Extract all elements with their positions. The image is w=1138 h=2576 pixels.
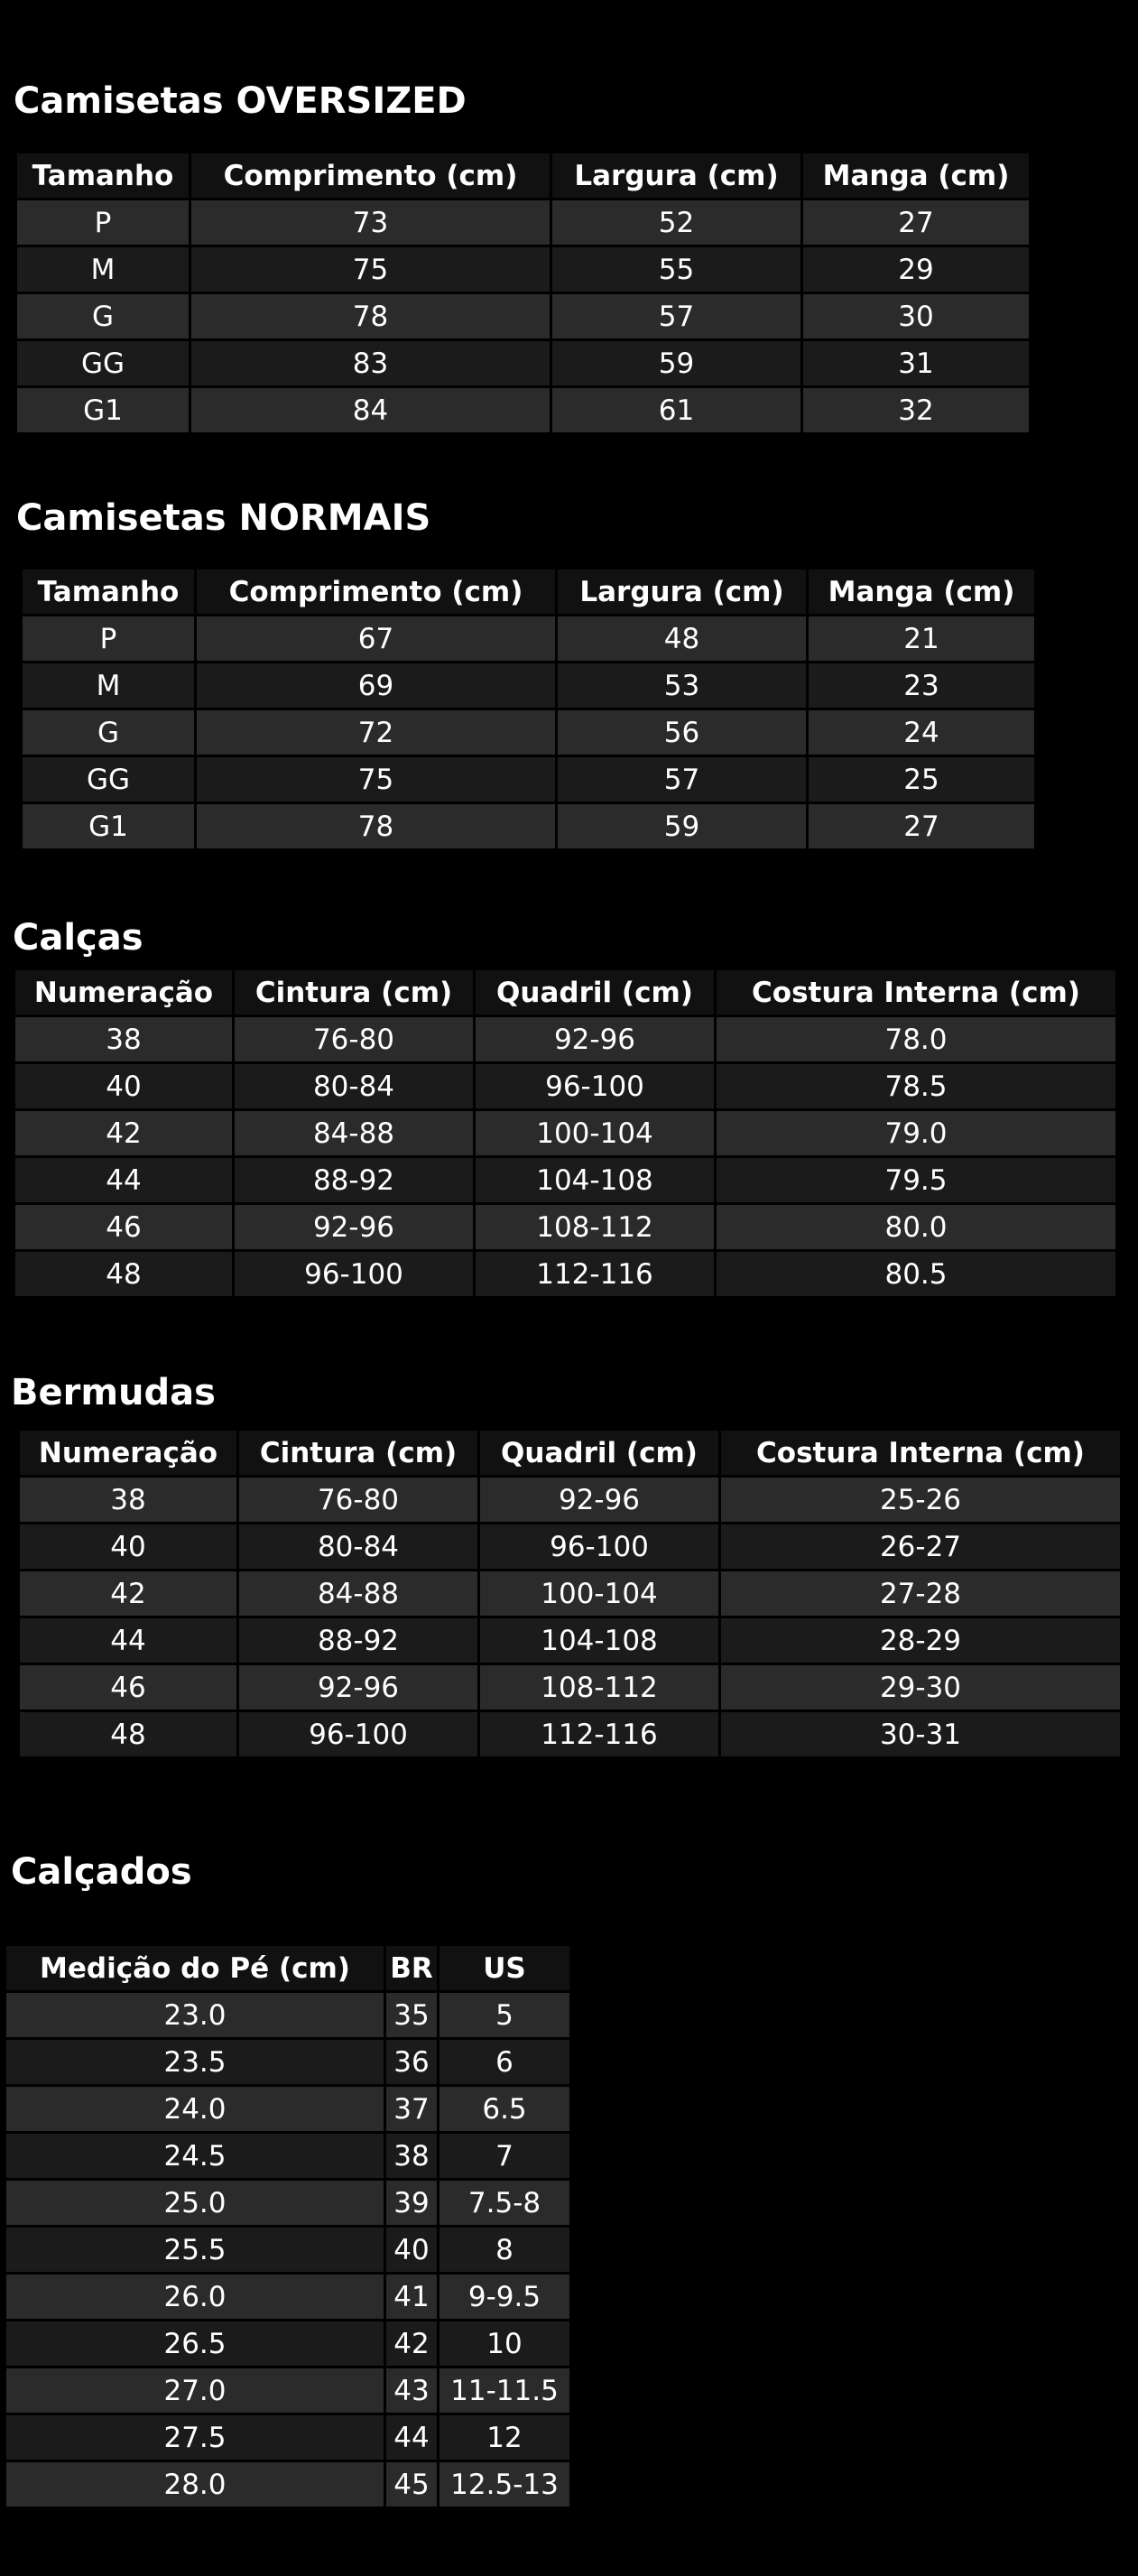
table-cell: 52 xyxy=(552,200,800,245)
table-cell: 31 xyxy=(803,341,1029,385)
table-cell: 96-100 xyxy=(235,1252,473,1296)
table-cell: 84-88 xyxy=(239,1571,477,1616)
table-row xyxy=(6,2415,569,2460)
table-cell: 80.5 xyxy=(717,1252,1115,1296)
table-cell: 79.0 xyxy=(717,1111,1115,1155)
table-cell: 112-116 xyxy=(480,1712,718,1756)
table-cell: 27.5 xyxy=(6,2415,384,2460)
table-row xyxy=(15,1111,1115,1155)
table-cell: 76-80 xyxy=(239,1478,477,1522)
table-header-row xyxy=(6,1946,569,1990)
oversized-section xyxy=(14,79,467,123)
table-cell: 88-92 xyxy=(235,1158,473,1202)
table-row xyxy=(20,1665,1120,1710)
table-cell: 84 xyxy=(191,388,550,432)
table-cell: 112-116 xyxy=(476,1252,714,1296)
section-title: Camisetas NORMAIS xyxy=(16,497,431,539)
table-cell: 25.0 xyxy=(6,2181,384,2225)
table-cell: 30-31 xyxy=(721,1712,1120,1756)
table-cell: GG xyxy=(17,341,189,385)
table-cell: 11-11.5 xyxy=(439,2368,569,2413)
table-cell: 27 xyxy=(803,200,1029,245)
table-cell: 40 xyxy=(20,1524,236,1569)
table-cell: 104-108 xyxy=(480,1618,718,1663)
table-cell: 23 xyxy=(809,663,1034,708)
table-cell: 59 xyxy=(552,341,800,385)
table-row xyxy=(6,2181,569,2225)
table-cell: 40 xyxy=(386,2228,437,2272)
table-cell: 28.0 xyxy=(6,2462,384,2507)
table-header-row xyxy=(20,1431,1120,1475)
table-row xyxy=(6,2087,569,2131)
section-title: Camisetas OVERSIZED xyxy=(14,80,467,122)
table-cell: 55 xyxy=(552,247,800,292)
table-cell: G1 xyxy=(17,388,189,432)
normais-size-table xyxy=(20,567,1037,851)
column-header: Cintura (cm) xyxy=(239,1431,477,1475)
column-header: Costura Interna (cm) xyxy=(721,1431,1120,1475)
table-row xyxy=(6,2275,569,2319)
table-cell: 26.5 xyxy=(6,2321,384,2366)
table-row xyxy=(6,2134,569,2178)
table-row xyxy=(20,1478,1120,1522)
table-cell: 24.5 xyxy=(6,2134,384,2178)
table-cell: 42 xyxy=(15,1111,232,1155)
table-row xyxy=(20,1571,1120,1616)
table-row xyxy=(20,1618,1120,1663)
table-row xyxy=(23,663,1034,708)
table-row xyxy=(6,2321,569,2366)
column-header: Largura (cm) xyxy=(552,153,800,198)
table-cell: 78 xyxy=(191,294,550,338)
column-header: Largura (cm) xyxy=(558,570,806,614)
table-cell: 53 xyxy=(558,663,806,708)
table-cell: 92-96 xyxy=(239,1665,477,1710)
section-title: Bermudas xyxy=(11,1372,216,1413)
table-cell: 79.5 xyxy=(717,1158,1115,1202)
table-row xyxy=(20,1712,1120,1756)
table-cell: 24 xyxy=(809,710,1034,755)
column-header: Numeração xyxy=(20,1431,236,1475)
table-cell: 23.0 xyxy=(6,1993,384,2037)
table-cell: 96-100 xyxy=(476,1064,714,1108)
table-cell: 61 xyxy=(552,388,800,432)
table-cell: 26-27 xyxy=(721,1524,1120,1569)
table-cell: 23.5 xyxy=(6,2040,384,2084)
table-row xyxy=(15,1205,1115,1249)
table-cell: 32 xyxy=(803,388,1029,432)
table-cell: 25 xyxy=(809,757,1034,802)
table-cell: 80.0 xyxy=(717,1205,1115,1249)
table-cell: 56 xyxy=(558,710,806,755)
oversized-size-table xyxy=(14,151,1032,435)
table-cell: 100-104 xyxy=(480,1571,718,1616)
table-cell: 104-108 xyxy=(476,1158,714,1202)
normais-section xyxy=(16,496,430,540)
table-cell: 100-104 xyxy=(476,1111,714,1155)
table-cell: 83 xyxy=(191,341,550,385)
table-cell: G xyxy=(23,710,194,755)
bermudas-size-table xyxy=(17,1428,1123,1759)
table-cell: 28-29 xyxy=(721,1618,1120,1663)
table-row xyxy=(17,341,1029,385)
table-cell: 78.5 xyxy=(717,1064,1115,1108)
table-cell: 35 xyxy=(386,1993,437,2037)
table-cell: 44 xyxy=(20,1618,236,1663)
table-cell: 46 xyxy=(15,1205,232,1249)
table-cell: 48 xyxy=(20,1712,236,1756)
table-cell: 40 xyxy=(15,1064,232,1108)
table-cell: 92-96 xyxy=(235,1205,473,1249)
table-cell: 92-96 xyxy=(480,1478,718,1522)
table-cell: 12.5-13 xyxy=(439,2462,569,2507)
table-cell: 6.5 xyxy=(439,2087,569,2131)
column-header: Tamanho xyxy=(17,153,189,198)
table-cell: 78 xyxy=(197,804,555,848)
table-row xyxy=(6,1993,569,2037)
column-header: Quadril (cm) xyxy=(480,1431,718,1475)
table-cell: P xyxy=(17,200,189,245)
table-row xyxy=(17,200,1029,245)
table-cell: 57 xyxy=(552,294,800,338)
calcas-section xyxy=(13,916,143,959)
table-cell: 78.0 xyxy=(717,1017,1115,1061)
table-cell: M xyxy=(23,663,194,708)
table-cell: 24.0 xyxy=(6,2087,384,2131)
table-cell: 80-84 xyxy=(239,1524,477,1569)
table-cell: 76-80 xyxy=(235,1017,473,1061)
table-cell: 67 xyxy=(197,616,555,661)
table-cell: 26.0 xyxy=(6,2275,384,2319)
column-header: Tamanho xyxy=(23,570,194,614)
calcados-size-table xyxy=(4,1943,572,2509)
table-cell: 30 xyxy=(803,294,1029,338)
table-row xyxy=(23,804,1034,848)
table-cell: 29-30 xyxy=(721,1665,1120,1710)
table-row xyxy=(20,1524,1120,1569)
table-cell: 38 xyxy=(15,1017,232,1061)
table-cell: 57 xyxy=(558,757,806,802)
table-cell: 59 xyxy=(558,804,806,848)
table-cell: 8 xyxy=(439,2228,569,2272)
table-cell: 27 xyxy=(809,804,1034,848)
table-row xyxy=(6,2228,569,2272)
column-header: US xyxy=(439,1946,569,1990)
table-cell: 25-26 xyxy=(721,1478,1120,1522)
table-cell: 73 xyxy=(191,200,550,245)
table-cell: 29 xyxy=(803,247,1029,292)
table-cell: 12 xyxy=(439,2415,569,2460)
calcas-size-table xyxy=(13,968,1118,1299)
table-row xyxy=(17,388,1029,432)
table-cell: 43 xyxy=(386,2368,437,2413)
table-row xyxy=(23,710,1034,755)
table-cell: 6 xyxy=(439,2040,569,2084)
column-header: BR xyxy=(386,1946,437,1990)
table-cell: 45 xyxy=(386,2462,437,2507)
table-row xyxy=(17,294,1029,338)
table-row xyxy=(15,1017,1115,1061)
table-cell: 96-100 xyxy=(239,1712,477,1756)
table-row xyxy=(23,616,1034,661)
table-header-row xyxy=(17,153,1029,198)
table-cell: 10 xyxy=(439,2321,569,2366)
table-row xyxy=(6,2040,569,2084)
table-cell: 5 xyxy=(439,1993,569,2037)
table-cell: 42 xyxy=(20,1571,236,1616)
table-cell: 37 xyxy=(386,2087,437,2131)
table-cell: 7.5-8 xyxy=(439,2181,569,2225)
table-cell: M xyxy=(17,247,189,292)
table-cell: 25.5 xyxy=(6,2228,384,2272)
section-title: Calçados xyxy=(11,1851,192,1893)
table-cell: 69 xyxy=(197,663,555,708)
column-header: Manga (cm) xyxy=(803,153,1029,198)
table-row xyxy=(15,1158,1115,1202)
table-row xyxy=(15,1252,1115,1296)
table-cell: 44 xyxy=(15,1158,232,1202)
calcados-section xyxy=(11,1850,192,1894)
table-cell: 42 xyxy=(386,2321,437,2366)
table-header-row xyxy=(23,570,1034,614)
table-cell: 36 xyxy=(386,2040,437,2084)
table-cell: 108-112 xyxy=(476,1205,714,1249)
table-cell: 75 xyxy=(197,757,555,802)
table-row xyxy=(23,757,1034,802)
table-cell: 9-9.5 xyxy=(439,2275,569,2319)
section-title: Calças xyxy=(13,917,143,959)
column-header: Medição do Pé (cm) xyxy=(6,1946,384,1990)
column-header: Comprimento (cm) xyxy=(191,153,550,198)
column-header: Costura Interna (cm) xyxy=(717,970,1115,1015)
table-cell: 108-112 xyxy=(480,1665,718,1710)
table-cell: 38 xyxy=(20,1478,236,1522)
table-cell: 75 xyxy=(191,247,550,292)
table-cell: G1 xyxy=(23,804,194,848)
table-cell: P xyxy=(23,616,194,661)
table-cell: 21 xyxy=(809,616,1034,661)
table-row xyxy=(15,1064,1115,1108)
table-cell: 48 xyxy=(558,616,806,661)
column-header: Quadril (cm) xyxy=(476,970,714,1015)
table-cell: 38 xyxy=(386,2134,437,2178)
table-cell: 7 xyxy=(439,2134,569,2178)
table-cell: GG xyxy=(23,757,194,802)
table-cell: 39 xyxy=(386,2181,437,2225)
table-cell: 80-84 xyxy=(235,1064,473,1108)
column-header: Manga (cm) xyxy=(809,570,1034,614)
table-cell: 27.0 xyxy=(6,2368,384,2413)
table-row xyxy=(6,2462,569,2507)
table-cell: 46 xyxy=(20,1665,236,1710)
bermudas-section xyxy=(11,1371,216,1414)
table-header-row xyxy=(15,970,1115,1015)
table-cell: G xyxy=(17,294,189,338)
table-cell: 92-96 xyxy=(476,1017,714,1061)
table-cell: 41 xyxy=(386,2275,437,2319)
column-header: Cintura (cm) xyxy=(235,970,473,1015)
table-cell: 72 xyxy=(197,710,555,755)
table-row xyxy=(17,247,1029,292)
table-cell: 96-100 xyxy=(480,1524,718,1569)
table-row xyxy=(6,2368,569,2413)
table-cell: 44 xyxy=(386,2415,437,2460)
column-header: Numeração xyxy=(15,970,232,1015)
table-cell: 88-92 xyxy=(239,1618,477,1663)
table-cell: 84-88 xyxy=(235,1111,473,1155)
table-cell: 27-28 xyxy=(721,1571,1120,1616)
column-header: Comprimento (cm) xyxy=(197,570,555,614)
table-cell: 48 xyxy=(15,1252,232,1296)
